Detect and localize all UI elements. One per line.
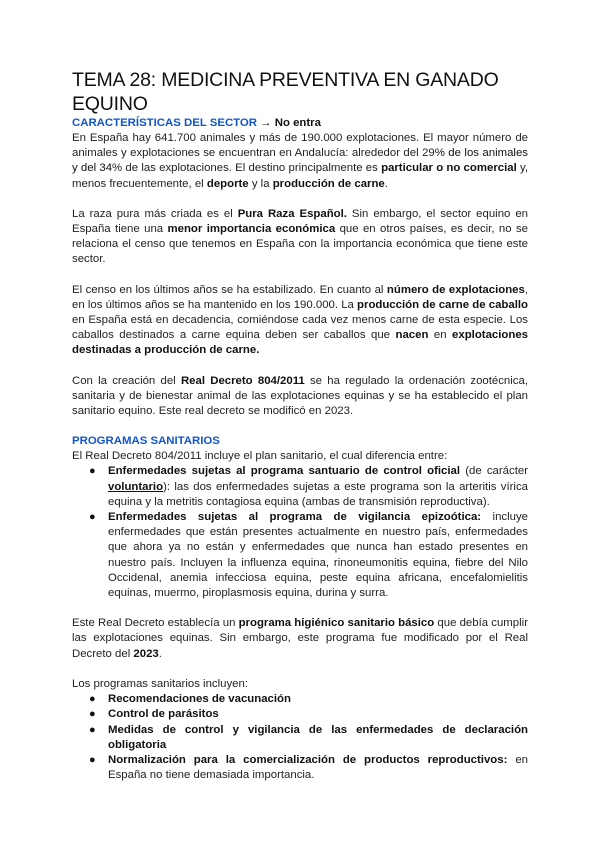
paragraph-real-decreto: Con la creación del Real Decreto 804/2011 se ha regulado la ordenación zootécnica, sanitaria y de bienestar animal de las explotaciones equinas y se ha establecido el plan sanitario equino. Este real decreto se modificó en 2023. <box>72 374 528 418</box>
section-heading-programas: PROGRAMAS SANITARIOS <box>72 435 220 448</box>
list-item: ● Recomendaciones de vacunación <box>72 692 528 707</box>
paragraph-breed: La raza pura más criada es el Pura Raza Español. Sin embargo, el sector equino en España tiene una menor importancia económica que en otros países, es decir, no se relaciona el censo que tenemos en España con la importancia económica que tiene este sector. <box>72 207 528 266</box>
programas-list <box>72 692 528 783</box>
page-title: TEMA 28: MEDICINA PREVENTIVA EN GANADO EQUINO <box>72 69 499 115</box>
section-heading-text: CARACTERÍSTICAS DEL SECTOR <box>72 117 258 129</box>
paragraph-explotaciones: El censo en los últimos años se ha estabilizado. En cuanto al número de explotaciones, en los últimos años se ha mantenido en los 190.000. La producción de carne de caballo en España está en decadencia, comiéndose cada vez menos carne de esta especie. Los caballos destinados a carne equina deben ser caballos que nacen en explotaciones destinadas a producción de carne. <box>72 283 528 357</box>
paragraph-programa-higienico: Este Real Decreto establecía un programa higiénico sanitario básico que debía cumplir las explotaciones equinas. Sin embargo, este programa fue modificado por el Real Decreto del 2023. <box>72 617 528 660</box>
programas-intro: El Real Decreto 804/2011 incluye el plan sanitario, el cual diferencia entre: <box>72 450 448 463</box>
list-item: ● Enfermedades sujetas al programa santuario de control oficial (de carácter voluntario): las dos enfermedades sujetas a este programa son la arteritis vírica equina y la metritis contagiosa equina (ambas de transmisión reproductiva). <box>89 465 528 508</box>
list-item: ● Normalización para la comercialización de productos reproductivos: en España no tiene demasiada importancia. <box>89 753 528 782</box>
bullet-icon: ● <box>89 723 96 736</box>
document-page <box>72 68 528 783</box>
list-item: ● Medidas de control y vigilancia de las enfermedades de declaración obligatoria <box>89 723 528 751</box>
list-item: ● Control de parásitos <box>72 707 528 722</box>
list-item: ● Enfermedades sujetas al programa de vigilancia epizoótica: incluye enfermedades que están presentes actualmente en nuestro país, enfermedades que ahora ya no están y enfermedades que nunca han estado presentes en nuestro país. Incluyen la influenza equina, rinoneumonitis equina, fiebre del Nilo Occidenal, anemia infecciosa equina, peste equina africana, encefalomielitis equinas, muermo, piroplasmosis equina, durina y surra. <box>89 511 529 600</box>
arrow-note: → No entra <box>257 117 321 129</box>
section-heading-sector <box>72 116 528 131</box>
bullet-icon: ● <box>89 693 96 706</box>
enfermedades-list <box>72 464 528 601</box>
bullet-icon: ● <box>89 511 96 524</box>
bullet-icon: ● <box>89 465 96 478</box>
list-intro: Los programas sanitarios incluyen: <box>72 677 249 690</box>
bullet-icon: ● <box>89 753 96 766</box>
bullet-icon: ● <box>89 708 96 721</box>
paragraph-census: En España hay 641.700 animales y más de 190.000 explotaciones. El mayor número de animales y explotaciones se encuentran en Andalucía: alrededor del 29% de los animales y del 34% de las explotaciones. El destino principalmente es particular o no comercial y, menos frecuentemente, el deporte y la producción de carne. <box>72 132 528 190</box>
